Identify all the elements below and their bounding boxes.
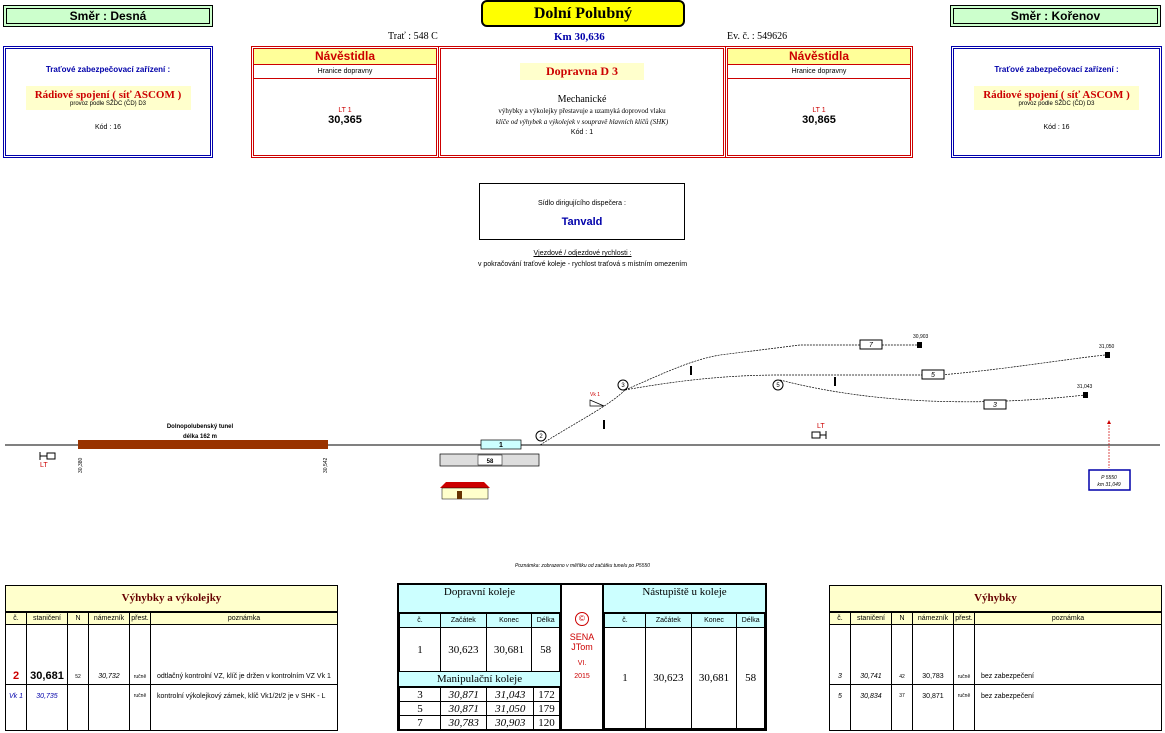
- table-title: Nástupiště u koleje: [604, 585, 765, 613]
- manip-title: Manipulační koleje: [399, 672, 560, 687]
- table-row: 1 30,623 30,681 58: [400, 628, 560, 672]
- table-title: Výhybky: [829, 585, 1162, 612]
- col-header: Začátek: [646, 614, 692, 628]
- tunnel-end-km: 30,542: [323, 457, 329, 473]
- dispatcher-box: [479, 183, 685, 240]
- col-header: Konec: [486, 614, 532, 628]
- signal-lt-right-icon: [812, 431, 826, 439]
- author-stamp: [562, 583, 602, 731]
- col-header: Konec: [691, 614, 737, 628]
- stamp-line4: 2015: [574, 673, 590, 680]
- tunnel-start-km: 30,380: [78, 457, 84, 473]
- km-label: Km 30,636: [554, 31, 605, 43]
- track1-label: 1: [499, 442, 503, 449]
- signal-lt-left-icon: [40, 452, 55, 460]
- track3-end-icon: [1083, 392, 1088, 398]
- col-header: staničení: [27, 613, 68, 625]
- table-title: Dopravní koleje: [399, 585, 560, 613]
- dispatcher-place: Tanvald: [561, 216, 603, 228]
- table-row: 3 30,741 42 30,783 ručně bez zabezpečení: [830, 625, 1162, 685]
- panel-code: Kód : 16: [1043, 124, 1070, 131]
- speeds-text: v pokračování traťové koleje - rychlost traťová s místním omezením: [477, 261, 688, 268]
- left-security-panel: [3, 46, 213, 158]
- track7-end-km: 30,903: [913, 334, 929, 340]
- station-title: Dolní Polubný: [481, 0, 685, 27]
- p5550-km: km 31,049: [1097, 482, 1121, 488]
- signal-km: 30,365: [328, 114, 362, 126]
- p5550-label: P 5550: [1101, 475, 1117, 481]
- derailer-icon: [590, 400, 604, 406]
- table-title: Výhybky a výkolejky: [5, 585, 338, 612]
- track3-label: 3: [993, 402, 997, 409]
- col-header: N: [892, 613, 913, 625]
- col-header: Začátek: [441, 614, 487, 628]
- tracks-table: [397, 583, 562, 731]
- system-sub: provoz podle SŽDC (ČD) D3: [69, 101, 147, 107]
- tunnel-bar: [78, 440, 328, 449]
- track5-label: 5: [931, 372, 935, 379]
- signals-right-panel: [725, 46, 913, 158]
- panel-code: Kód : 16: [94, 124, 122, 131]
- dopravna-code: Kód : 1: [570, 129, 594, 136]
- track7-label: 7: [869, 342, 873, 349]
- col-header: č.: [605, 614, 646, 628]
- control-line2: klíče od výhybek a výkolejek v soupravě hlavních klíčů (SHK): [495, 118, 669, 126]
- track5-end-icon: [1105, 352, 1110, 358]
- switch-5-label: 5: [776, 383, 780, 389]
- switches-right-table: [829, 585, 1162, 731]
- system-name: Rádiové spojení ( síť ASCOM ): [983, 89, 1130, 101]
- stamp-line1: SENA: [569, 632, 595, 642]
- stamp-line2: JTom: [571, 642, 593, 652]
- derailer-label: Vk 1: [590, 392, 601, 398]
- track7-end-icon: [917, 342, 922, 348]
- track3-line: [780, 380, 1085, 402]
- branch-main: [540, 390, 625, 445]
- platform-length: 58: [486, 459, 494, 465]
- track5-line: [625, 355, 1105, 390]
- switch-3-label: 3: [621, 383, 625, 389]
- col-header: přest.: [954, 613, 975, 625]
- col-header: č.: [400, 614, 441, 628]
- col-header: staničení: [851, 613, 892, 625]
- dopravna-panel: [438, 46, 726, 158]
- right-security-panel: [951, 46, 1162, 158]
- stamp-line3: VI.: [577, 660, 587, 667]
- signal-km: 30,865: [802, 114, 836, 126]
- track7-line: [625, 345, 920, 390]
- table-row: Vk 1 30,735 ručně kontrolní výkolejkový zámek, klíč Vk1/2t/2 je v SHK - L: [6, 685, 338, 731]
- signals-sub: Hranice dopravny: [254, 65, 436, 79]
- control-type: Mechanické: [557, 94, 607, 105]
- lt-right-label: LT: [817, 423, 825, 430]
- platforms-table: [602, 583, 767, 731]
- table-row: 5 30,871 31,050 179: [400, 702, 560, 716]
- direction-right: Směr : Kořenov: [950, 5, 1161, 27]
- station-building-icon: [440, 482, 490, 499]
- signal-label: LT 1: [812, 107, 826, 114]
- control-line1: výhybky a výkolejky přestavuje a uzamyká doprovod vlaku: [498, 107, 666, 115]
- col-header: č.: [6, 613, 27, 625]
- signals-sub: Hranice dopravny: [728, 65, 910, 79]
- signals-header: Návěstidla: [728, 49, 910, 65]
- signals-left-panel: [251, 46, 439, 158]
- dispatcher-label: Sídlo dirigujícího dispečera :: [538, 200, 626, 207]
- switch-2-label: 2: [539, 434, 543, 440]
- p5550-arrow-icon: [1107, 420, 1111, 424]
- direction-left: Směr : Desná: [3, 5, 213, 27]
- col-header: námezník: [89, 613, 130, 625]
- table-row: 5 30,834 37 30,871 ručně bez zabezpečení: [830, 685, 1162, 731]
- track5-end-km: 31,050: [1099, 344, 1115, 350]
- speeds-title: Vjezdové / odjezdové rychlosti :: [533, 250, 632, 257]
- switches-left-table: [5, 585, 338, 731]
- tunnel-name: Dolnopolubenský tunel: [166, 424, 234, 430]
- table-row: 3 30,871 31,043 172: [400, 688, 560, 702]
- track-diagram: [0, 320, 1165, 580]
- table-row: 1 30,623 30,681 58: [605, 628, 765, 729]
- dopravna-title: Dopravna D 3: [520, 63, 644, 80]
- copyright-icon: ©: [575, 612, 589, 626]
- col-header: N: [68, 613, 89, 625]
- system-sub: provoz podle SŽDC (ČD) D3: [1018, 101, 1095, 107]
- col-header: Délka: [737, 614, 765, 628]
- signals-header: Návěstidla: [254, 49, 436, 65]
- panel-title: Traťové zabezpečovací zařízení :: [994, 65, 1119, 74]
- lt-left-label: LT: [40, 462, 48, 469]
- system-name: Rádiové spojení ( síť ASCOM ): [34, 89, 182, 101]
- trat-label: Trať : 548 C: [388, 31, 438, 42]
- col-header: poznámka: [151, 613, 338, 625]
- col-header: poznámka: [975, 613, 1162, 625]
- table-row: 7 30,783 30,903 120: [400, 716, 560, 730]
- panel-title: Traťové zabezpečovací zařízení :: [45, 65, 171, 74]
- col-header: přest.: [130, 613, 151, 625]
- ev-label: Ev. č. : 549626: [727, 31, 788, 42]
- signal-label: LT 1: [338, 107, 352, 114]
- tunnel-length: délka 162 m: [182, 434, 218, 440]
- col-header: námezník: [913, 613, 954, 625]
- table-row: 2 30,681 52 30,732 ručně odtlačný kontrolní VZ, klíč je držen v kontrolním VZ Vk 1: [6, 625, 338, 685]
- col-header: Délka: [532, 614, 560, 628]
- track3-end-km: 31,043: [1077, 384, 1093, 390]
- scale-note: Poznámka: zobrazeno v měřítku od začátku tunelu po P5550: [514, 563, 651, 569]
- col-header: č.: [830, 613, 851, 625]
